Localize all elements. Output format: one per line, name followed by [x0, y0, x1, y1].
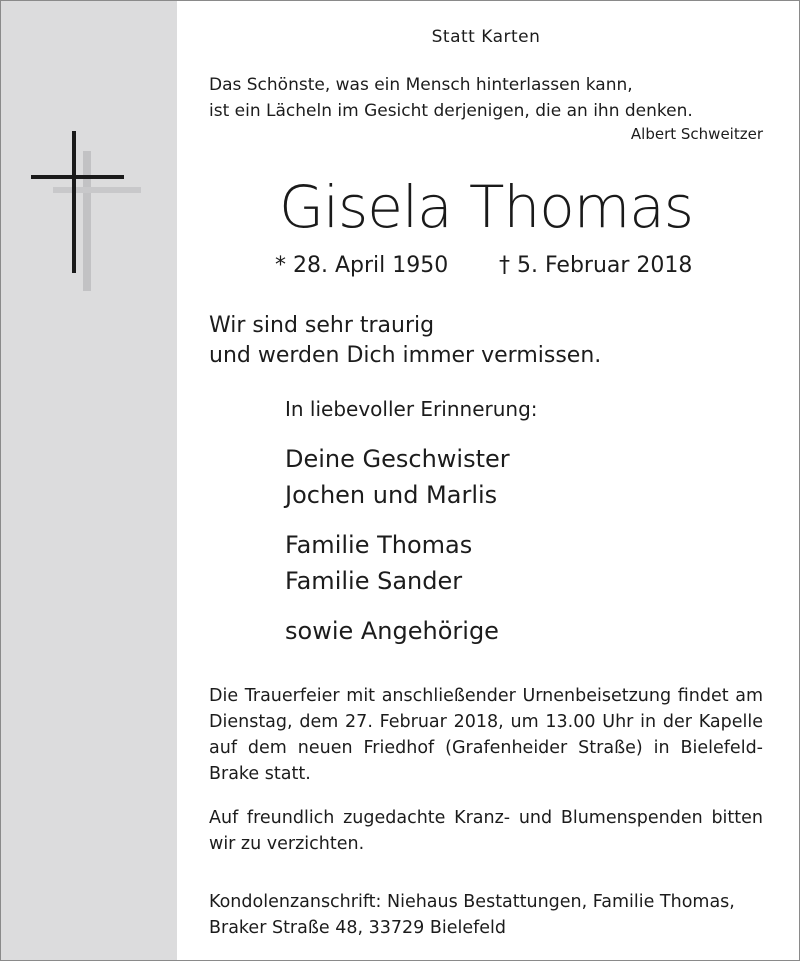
- quote-line-2: ist ein Lächeln im Gesicht derjenigen, die an ihn denken.: [209, 101, 693, 121]
- message-line-2: und werden Dich immer vermissen.: [209, 343, 602, 368]
- message-line-1: Wir sind sehr traurig: [209, 313, 435, 338]
- deceased-name: Gisela Thomas: [279, 173, 693, 241]
- mourner-jochen-marlis: Jochen und Marlis: [285, 481, 498, 509]
- header-statt-karten: Statt Karten: [431, 27, 541, 47]
- flowers-notice: Auf freundlich zugedachte Kranz- und Blumenspenden bitten wir zu verzichten.: [209, 808, 763, 854]
- gray-sidebar: [1, 1, 177, 960]
- quote-author: Albert Schweitzer: [630, 125, 763, 143]
- birth-date: * 28. April 1950: [275, 253, 449, 278]
- memory-intro: In liebevoller Erinnerung:: [285, 397, 538, 421]
- mourner-family-thomas: Familie Thomas: [285, 531, 473, 559]
- mourner-siblings: Deine Geschwister: [285, 445, 510, 473]
- mourner-relatives: sowie Angehörige: [285, 617, 499, 645]
- cross-icon: [23, 121, 153, 301]
- quote-line-1: Das Schönste, was ein Mensch hinterlassen kann,: [209, 75, 633, 95]
- condolence-address: Kondolenzanschrift: Niehaus Bestattungen, Familie Thomas, Braker Straße 48, 33729 Bielefeld: [209, 892, 735, 938]
- funeral-info: Die Trauerfeier mit anschließender Urnenbeisetzung findet am Dienstag, dem 27. Februar 2018, um 13.00 Uhr in der Kapelle auf dem neuen Friedhof (Grafenheider Straße) in Bielefeld-Brake statt.: [209, 686, 763, 784]
- death-date: † 5. Februar 2018: [499, 253, 693, 278]
- mourner-family-sander: Familie Sander: [285, 567, 463, 595]
